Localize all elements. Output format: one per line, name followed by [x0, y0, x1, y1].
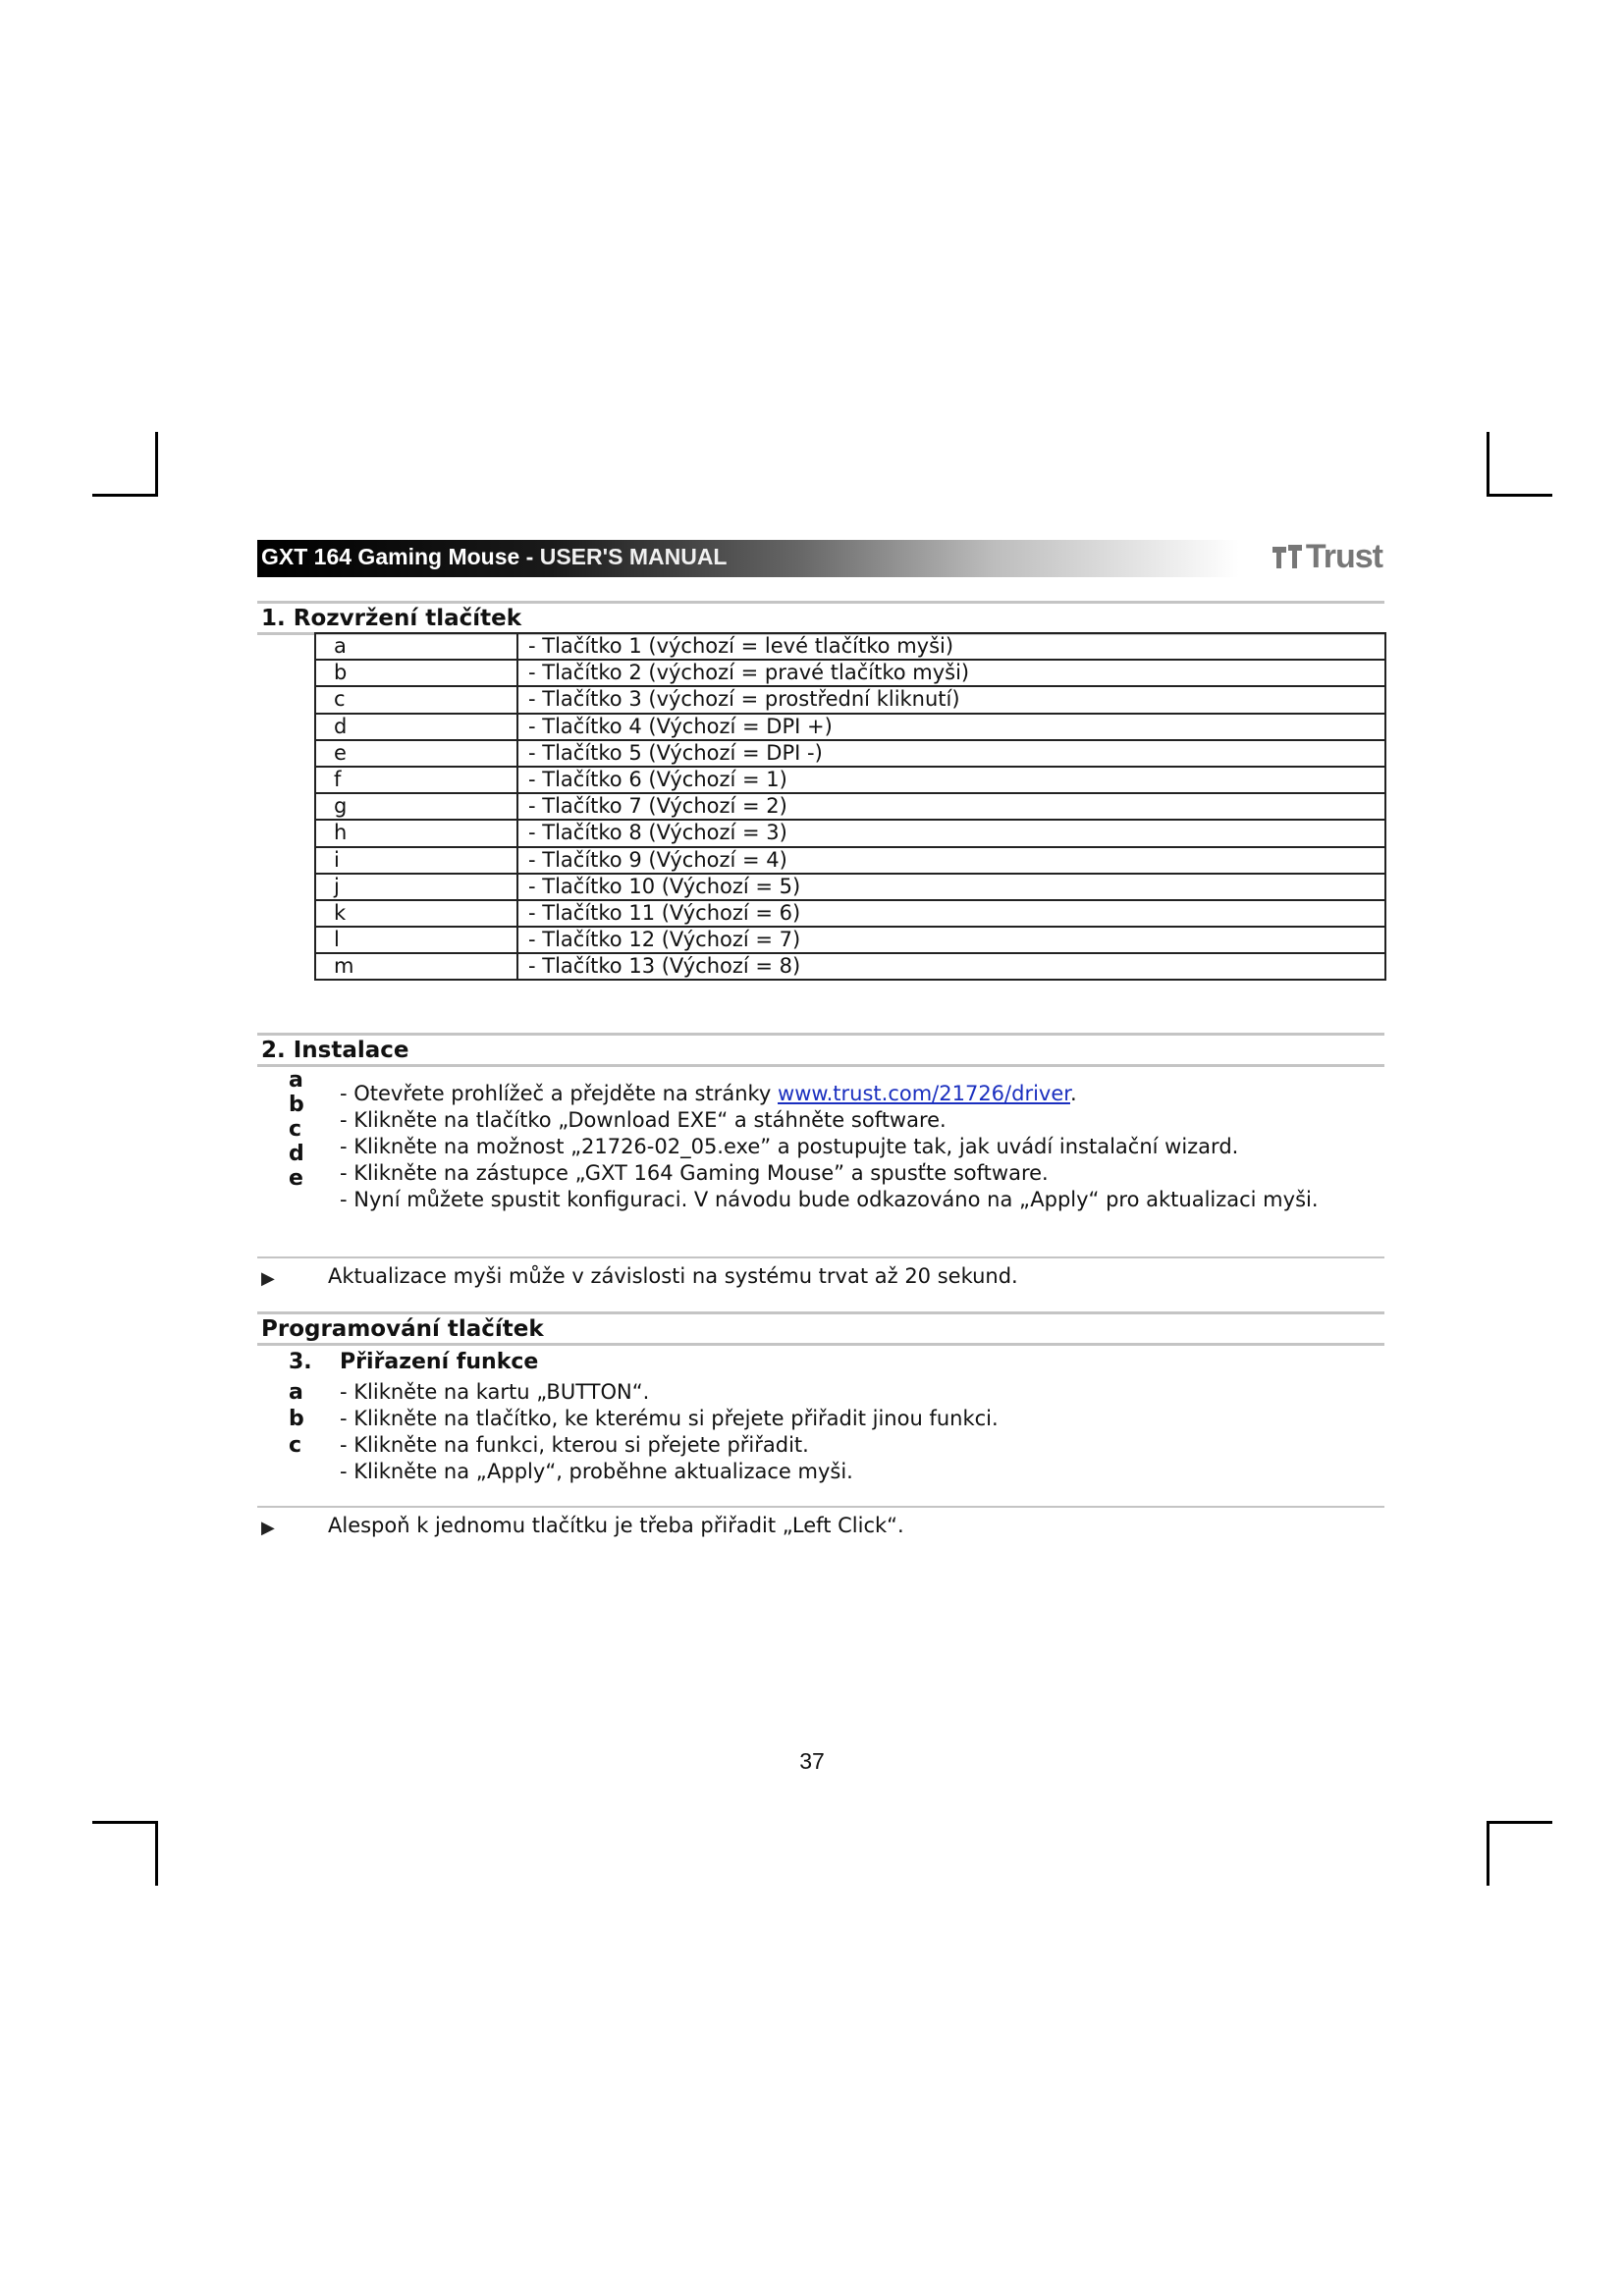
table-cell-value: - Tlačítko 6 (Výchozí = 1): [517, 767, 1385, 793]
table-row: [315, 714, 1385, 740]
section-title: Programování tlačítek: [261, 1316, 544, 1342]
crop-mark-bottom-left-v: [155, 1821, 158, 1886]
step-letter: d: [289, 1142, 304, 1166]
step-letter: b: [289, 1407, 304, 1431]
programming-step: - Klikněte na tlačítko, ke kterému si přejete přiřadit jinou funkci.: [340, 1407, 999, 1430]
crop-mark-top-left-h: [92, 494, 158, 497]
table-cell-value: - Tlačítko 2 (výchozí = pravé tlačítko myši): [517, 660, 1385, 686]
page-number: 37: [799, 1748, 825, 1774]
install-step-3: - Klikněte na možnost „21726-02_05.exe” a postupujte tak, jak uvádí instalační wizard.: [340, 1135, 1239, 1158]
trust-logo: [1272, 538, 1382, 576]
step-letter: a: [289, 1068, 303, 1093]
table-row: [315, 660, 1385, 686]
programming-step-texts: [340, 1379, 999, 1485]
trust-logo-icon: [1272, 543, 1304, 570]
install-step-1: [340, 1081, 1319, 1107]
install-steps: [340, 1081, 1319, 1213]
button-layout-table: [314, 632, 1386, 981]
table-cell-value: - Tlačítko 13 (Výchozí = 8): [517, 953, 1385, 980]
section-divider: [257, 1311, 1384, 1314]
install-step-1-suffix: .: [1069, 1082, 1077, 1105]
crop-mark-bottom-left-h: [92, 1821, 158, 1824]
programming-step: - Klikněte na funkci, kterou si přejete přiřadit.: [340, 1433, 809, 1457]
table-cell-key: d: [315, 714, 517, 740]
programming-note-text: Alespoň k jednomu tlačítku je třeba přiřadit „Left Click“.: [328, 1514, 904, 1537]
table-cell-key: j: [315, 874, 517, 900]
table-row: [315, 820, 1385, 846]
table-cell-key: m: [315, 953, 517, 980]
step-letter: b: [289, 1093, 304, 1117]
table-cell-key: c: [315, 686, 517, 713]
table-cell-value: - Tlačítko 9 (Výchozí = 4): [517, 847, 1385, 874]
install-step-5: - Nyní můžete spustit konfiguraci. V návodu bude odkazováno na „Apply“ pro aktualizaci myši.: [340, 1188, 1319, 1211]
table-row: [315, 686, 1385, 713]
header-title: [261, 544, 727, 570]
step-letter: a: [289, 1380, 303, 1405]
step-letter: c: [289, 1433, 302, 1458]
table-cell-value: - Tlačítko 8 (Výchozí = 3): [517, 820, 1385, 846]
subsection-title: Přiřazení funkce: [340, 1350, 539, 1374]
section-divider: [257, 601, 1384, 604]
programming-step-letters: [289, 1379, 304, 1459]
table-cell-key: i: [315, 847, 517, 874]
install-note-text: Aktualizace myši může v závislosti na systému trvat až 20 sekund.: [328, 1264, 1018, 1288]
table-row: [315, 847, 1385, 874]
manual-header: [257, 540, 1388, 577]
install-step-2: - Klikněte na tlačítko „Download EXE“ a stáhněte software.: [340, 1108, 947, 1132]
driver-download-link[interactable]: www.trust.com/21726/driver: [778, 1082, 1070, 1105]
install-step-1-prefix: - Otevřete prohlížeč a přejděte na stránky: [340, 1082, 779, 1105]
section-title: 2. Instalace: [261, 1038, 409, 1063]
crop-mark-top-right-v: [1487, 432, 1489, 497]
install-step-4: - Klikněte na zástupce „GXT 164 Gaming Mouse” a spusťte software.: [340, 1161, 1049, 1185]
table-cell-value: - Tlačítko 10 (Výchozí = 5): [517, 874, 1385, 900]
table-cell-value: - Tlačítko 1 (výchozí = levé tlačítko myši): [517, 633, 1385, 660]
header-title-main: GXT 164 Gaming Mouse -: [261, 544, 540, 569]
section-divider: [257, 1343, 1384, 1346]
programming-step: - Klikněte na „Apply“, proběhne aktualizace myši.: [340, 1460, 853, 1483]
note-arrow-icon: ▶: [261, 1518, 275, 1538]
crop-mark-top-left-v: [155, 432, 158, 497]
table-row: [315, 793, 1385, 820]
note-divider: [257, 1506, 1384, 1508]
install-step-letters: [289, 1068, 304, 1191]
table-cell-key: e: [315, 740, 517, 767]
crop-mark-bottom-right-v: [1487, 1821, 1489, 1886]
subsection-number: 3.: [289, 1350, 312, 1374]
table-cell-value: - Tlačítko 3 (výchozí = prostřední kliknutí): [517, 686, 1385, 713]
table-cell-key: b: [315, 660, 517, 686]
table-cell-key: a: [315, 633, 517, 660]
table-row: [315, 740, 1385, 767]
table-row: [315, 633, 1385, 660]
table-cell-value: - Tlačítko 11 (Výchozí = 6): [517, 900, 1385, 927]
table-row: [315, 874, 1385, 900]
trust-logo-text: Trust: [1305, 538, 1382, 575]
table-cell-key: l: [315, 927, 517, 953]
table-row: [315, 900, 1385, 927]
section-divider: [257, 1033, 1384, 1036]
table-cell-key: g: [315, 793, 517, 820]
crop-mark-top-right-h: [1487, 494, 1552, 497]
table-row: [315, 927, 1385, 953]
table-cell-key: h: [315, 820, 517, 846]
note-arrow-icon: ▶: [261, 1268, 275, 1289]
table-cell-key: f: [315, 767, 517, 793]
section-divider: [257, 1064, 1384, 1067]
table-cell-value: - Tlačítko 4 (Výchozí = DPI +): [517, 714, 1385, 740]
crop-mark-bottom-right-h: [1487, 1821, 1552, 1824]
note-divider: [257, 1256, 1384, 1258]
step-letter: e: [289, 1166, 303, 1191]
table-row: [315, 953, 1385, 980]
table-row: [315, 767, 1385, 793]
table-cell-key: k: [315, 900, 517, 927]
table-cell-value: - Tlačítko 7 (Výchozí = 2): [517, 793, 1385, 820]
header-title-manual: USER'S MANUAL: [539, 544, 728, 569]
step-letter: c: [289, 1117, 302, 1142]
programming-step: - Klikněte na kartu „BUTTON“.: [340, 1380, 650, 1404]
section-title: 1. Rozvržení tlačítek: [261, 606, 522, 631]
table-cell-value: - Tlačítko 5 (Výchozí = DPI -): [517, 740, 1385, 767]
table-cell-value: - Tlačítko 12 (Výchozí = 7): [517, 927, 1385, 953]
